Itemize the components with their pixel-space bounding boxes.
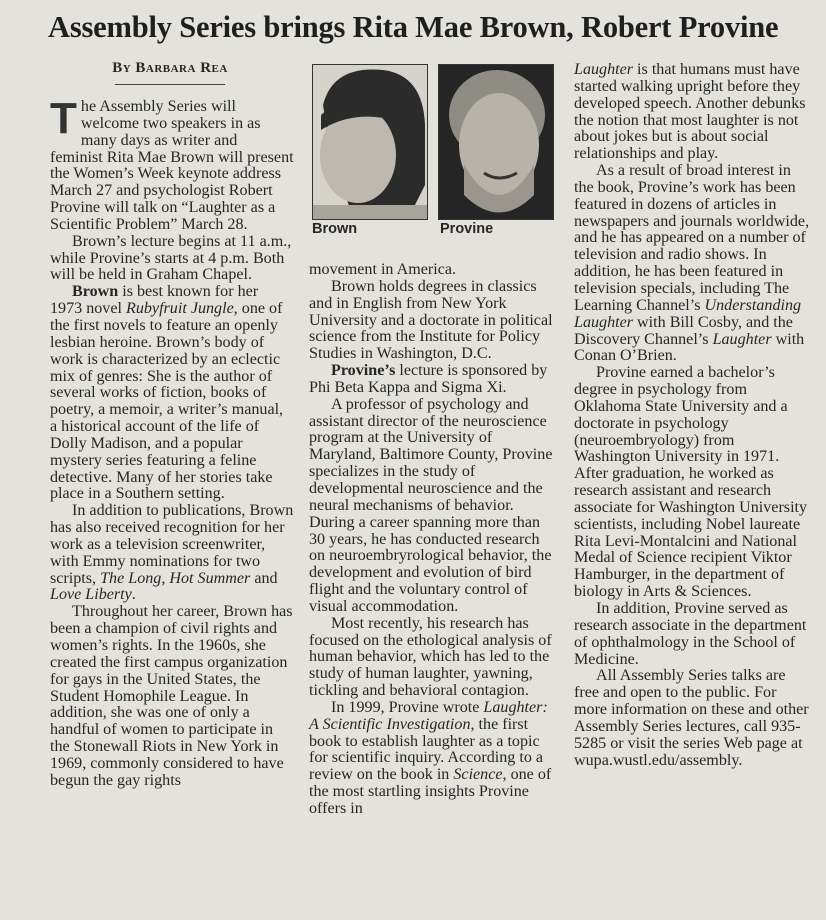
paragraph: Most recently, his research has focused on the ethological analysis of human behavior, which has led to the study of human laughter, yawning, tickling and behavioral contagion. bbox=[309, 614, 552, 700]
title-italic: Love Liberty bbox=[50, 586, 132, 604]
title-italic: Science bbox=[453, 766, 503, 784]
paragraph: Provine earned a bachelor’s degree in psychology from Oklahoma State University and a doctorate in psychology (neuroembryology) from Washington University in 1971. After graduation, he worked as research assistant and research associate for Washington University scientists, including Nobel laureate Rita Levi-Montalcini and National Medal of Science recipient Viktor Hamburger, in the department of biology in Arts & Sciences. bbox=[574, 364, 808, 601]
paragraph bbox=[50, 94, 294, 234]
text: , one of the first novels to feature an openly lesbian heroine. Brown’s body of work is characterized by an eclectic mix of genres: She is the author of several works of fiction, books of poetry, a memoir, a writer’s manual, a historical account of the life of Dolly Madison, and a popular mystery series featuring a feline detective. Many of her stories take place in a Southern setting. bbox=[50, 300, 284, 503]
article-column-2 bbox=[309, 262, 555, 818]
text: is that humans must have started walking upright before they developed speech. Another debunks the notion that most laughter is not about jokes but is about social relationships and play. bbox=[574, 61, 806, 163]
title-italic: The Long, Hot Summer bbox=[100, 569, 251, 587]
paragraph: movement in America. bbox=[309, 261, 457, 278]
text: , the first book to establish laughter as a topic for scientific inquiry. According to a review on the book in bbox=[309, 715, 544, 784]
text: , one of the most startling insights Provine offers in bbox=[309, 766, 552, 817]
text: In 1999, Provine wrote bbox=[331, 698, 484, 716]
article-column-3 bbox=[574, 62, 810, 769]
paragraph bbox=[309, 700, 555, 818]
text: with Bill Cosby, and the Discovery Channel’s bbox=[574, 313, 793, 348]
photo-brown bbox=[312, 64, 428, 220]
portrait-brown-image bbox=[313, 65, 427, 219]
paragraph: A professor of psychology and assistant director of the neuroscience program at the University of Maryland, Baltimore County, Provine specializes in the study of developmental neuroscience and the neural mechanisms of behavior. During a career spanning more than 30 years, he has conducted research on neuroembryrological behavior, the development and evolution of bird flight and the voluntary control of visual accommodation. bbox=[309, 395, 553, 615]
article-column-1 bbox=[50, 94, 294, 790]
paragraph: In addition, Provine served as research associate in the department of ophthalmology in the School of Medicine. bbox=[574, 600, 807, 668]
photo-caption-brown: Brown bbox=[312, 221, 358, 237]
title-italic: Laughter bbox=[574, 61, 634, 78]
byline-divider bbox=[115, 84, 225, 85]
title-italic: Rubyfruit Jungle bbox=[126, 300, 234, 318]
text: he Assembly Series will welcome two speakers in as many days as writer and feminist Rita Mae Brown will present the Women’s Week keynote address March 27 and psychologist Robert Provine will talk on “Laughter as a Scientific Problem” March 28. bbox=[50, 98, 294, 233]
photo-provine bbox=[438, 64, 554, 220]
paragraph bbox=[309, 363, 555, 397]
title-italic: Laughter: A Scientific Investigation bbox=[309, 698, 548, 733]
bold-lead: Provine’s bbox=[331, 362, 396, 380]
paragraph: Brown holds degrees in classics and in English from New York University and a doctorate in political science from the Institute for Policy Studies in Washington, D.C. bbox=[309, 277, 553, 363]
paragraph bbox=[574, 163, 810, 365]
text: lecture is sponsored by Phi Beta Kappa and Sigma Xi. bbox=[309, 362, 548, 396]
text: is best known for her 1973 novel bbox=[50, 283, 259, 318]
title-italic: Laughter bbox=[712, 330, 772, 348]
portrait-provine-image bbox=[439, 65, 553, 219]
drop-cap: T bbox=[50, 94, 77, 143]
paragraph bbox=[50, 284, 294, 503]
paragraph bbox=[574, 62, 810, 163]
text: In addition to publications, Brown has also received recognition for her work as a television screenwriter, with Emmy nominations for two scripts, bbox=[50, 502, 294, 587]
text: As a result of broad interest in the book, Provine’s work has been featured in dozens of articles in newspapers and journals worldwide, and he has appeared on a number of television and radio shows. In addition, he has been featured in television specials, including The Learning Channel’s bbox=[574, 162, 810, 314]
headline: Assembly Series brings Rita Mae Brown, Robert Provine bbox=[48, 10, 779, 44]
text: with Conan O’Brien. bbox=[574, 330, 805, 365]
photo-caption-provine: Provine bbox=[440, 221, 494, 237]
text: and bbox=[250, 569, 278, 587]
paragraph: All Assembly Series talks are free and open to the public. For more information on these and other Assembly Series lectures, call 935-5285 or visit the series Web page at wupa.wustl.edu/assembly. bbox=[574, 667, 809, 769]
byline: By Barbara Rea bbox=[112, 60, 228, 76]
paragraph: Brown’s lecture begins at 11 a.m., while Provine’s starts at 4 p.m. Both will be held in Graham Chapel. bbox=[50, 232, 292, 284]
text: . bbox=[131, 586, 136, 604]
paragraph bbox=[50, 503, 294, 604]
paragraph: Throughout her career, Brown has been a champion of civil rights and women’s rights. In the 1960s, she created the first campus organization for gays in the United States, the Student Homophile League. In addition, she was one of only a handful of women to participate in the Stonewall Riots in New York in 1969, commonly considered to have begun the gay rights bbox=[50, 603, 293, 789]
bold-lead: Brown bbox=[72, 283, 119, 301]
title-italic: Understanding Laughter bbox=[574, 296, 802, 331]
